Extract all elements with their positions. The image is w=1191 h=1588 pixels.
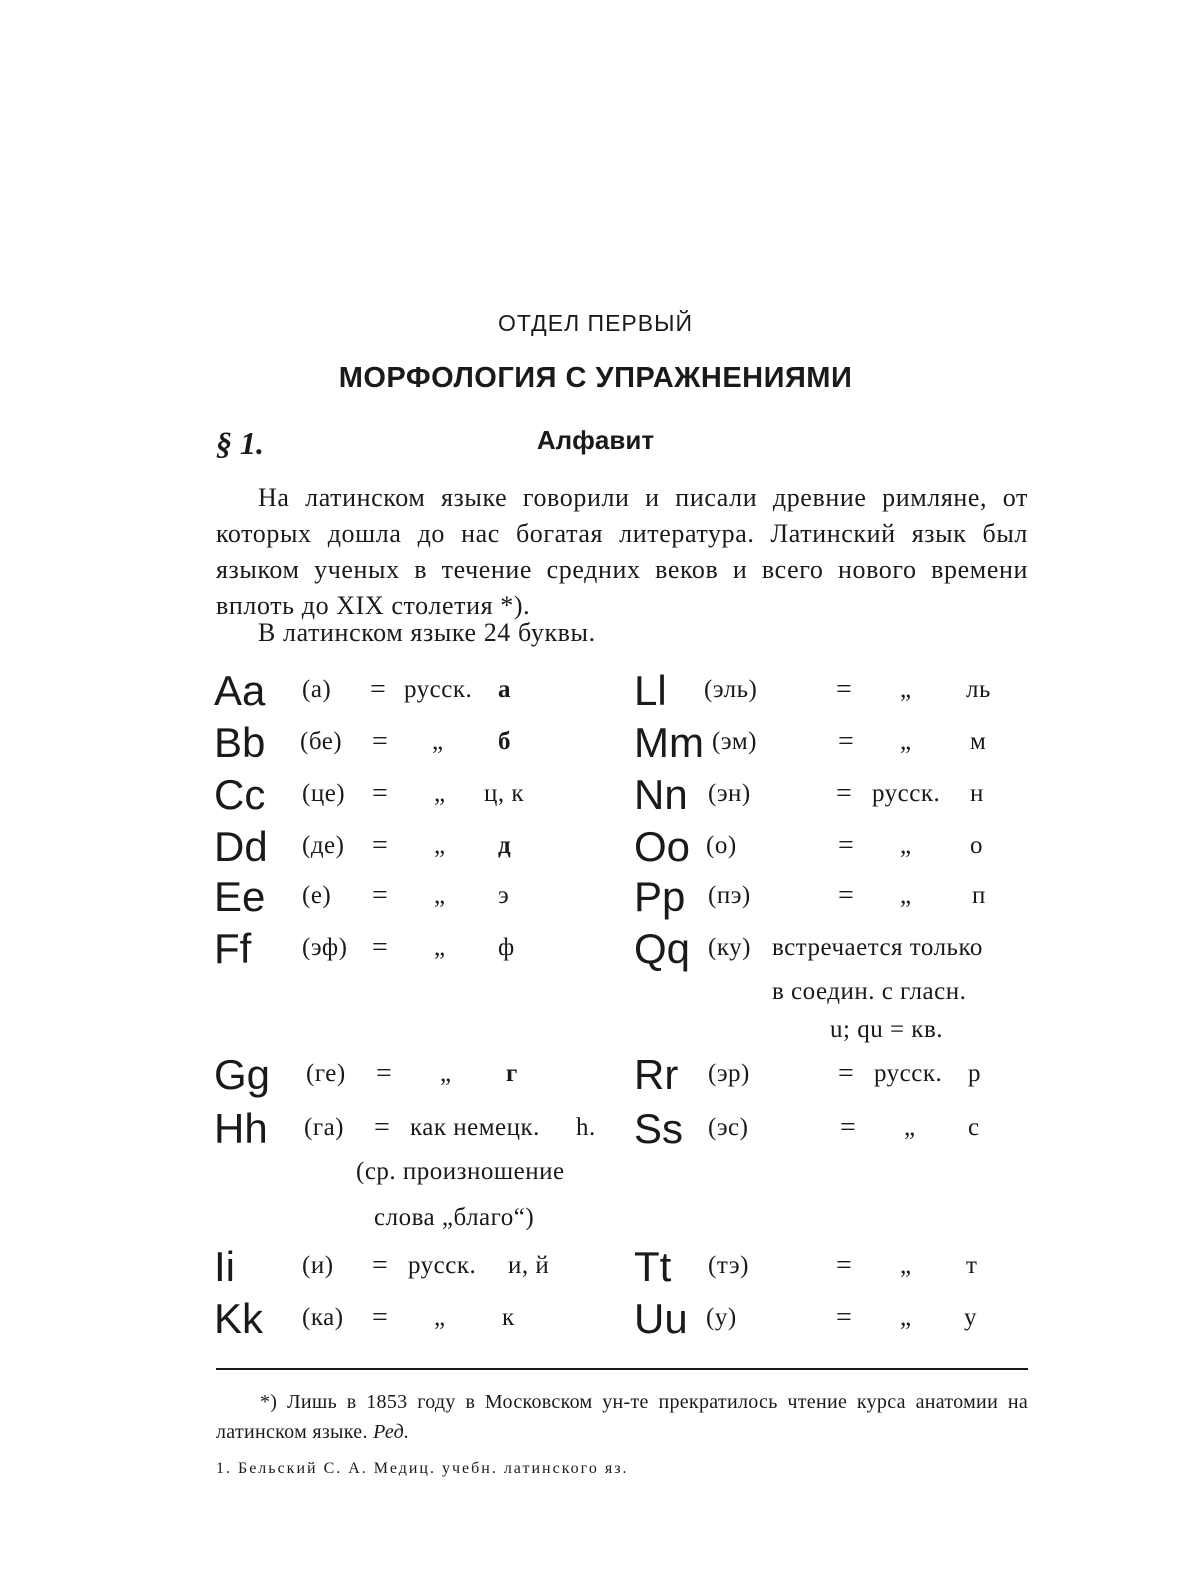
equals-sign: = [836,1250,853,1281]
letter-name: (ку) [708,934,751,961]
letter: Ii [214,1243,235,1290]
equals-sign: = [836,1302,853,1333]
letter-name: (эр) [708,1060,750,1087]
letter-name: (бе) [300,728,343,755]
letter: Oo [634,823,691,870]
equals-sign: = [838,880,855,911]
letter: Kk [214,1295,264,1342]
footnote-editor: Ред. [373,1421,410,1443]
sound: ль [966,676,991,703]
letter-name: (эн) [708,780,751,807]
ditto-mark: „ [434,1304,446,1331]
equals-sign: = [372,1302,389,1333]
ditto-mark: „ [900,676,912,703]
equals-sign: = [372,830,389,861]
ditto-mark: „ [434,832,446,859]
sound: н [970,780,984,807]
h-note-line2: слова „благо“) [374,1204,535,1231]
equals-sign: = [838,830,855,861]
sound: т [966,1252,978,1279]
russian-ref: русск. [872,780,941,807]
russian-ref: русск. [874,1060,943,1087]
ditto-mark: „ [434,882,446,909]
letter-name: (эм) [712,728,757,755]
letter: Pp [634,873,686,920]
letter: Dd [214,823,268,870]
sound: h. [576,1114,596,1141]
ditto-mark: „ [900,1252,912,1279]
intro-text: На латинском языке говорили и писали древние римляне, от которых дошла до нас богатая литература. Латинский язык был языком ученых в течение средних веков и всего нового времени вплоть до XIX столетия *). [216,483,1028,620]
sound: р [968,1060,981,1087]
page-signature: 1. Бельский С. А. Медиц. учебн. латинского яз. [216,1460,629,1477]
equals-sign: = [840,1112,857,1143]
letter-name: (де) [302,832,345,859]
sound: ф [498,934,515,961]
equals-sign: = [374,1112,391,1143]
q-note-line3: u; qu = кв. [830,1016,943,1043]
letter-name: (эф) [302,934,348,961]
letter-name: (эль) [704,676,758,703]
letter: Qq [634,925,691,972]
letter-name: (ге) [306,1060,346,1087]
equals-sign: = [370,674,387,705]
letter: Aa [214,667,266,714]
sound: э [498,882,510,909]
letter: Ll [634,667,667,714]
letter: Nn [634,771,688,818]
q-note-line1: встречается только [772,934,983,961]
letter-name: (эс) [708,1114,749,1141]
equals-sign: = [372,778,389,809]
part-title: МОРФОЛОГИЯ С УПРАЖНЕНИЯМИ [338,362,853,394]
footnote [216,1387,1028,1447]
ditto-mark: „ [900,882,912,909]
sound: о [970,832,983,859]
ditto-mark: „ [434,934,446,961]
letter: Cc [214,771,266,818]
equals-sign: = [372,726,389,757]
letter-name: (ка) [302,1304,344,1331]
sound: д [498,832,512,859]
letter-name: (тэ) [708,1252,749,1279]
equals-sign: = [372,880,389,911]
equals-sign: = [838,1058,855,1089]
sound: с [968,1114,980,1141]
letter: Ee [214,873,266,920]
equals-sign: = [836,778,853,809]
ditto-mark: „ [904,1114,916,1141]
russian-ref: как немецк. [410,1114,540,1141]
equals-sign: = [372,1250,389,1281]
section-label: ОТДЕЛ ПЕРВЫЙ [497,310,694,336]
letter-name: (у) [706,1304,737,1331]
sound: у [964,1304,977,1331]
sound: к [502,1304,515,1331]
sound: г [506,1060,518,1087]
equals-sign: = [836,674,853,705]
letter-name: (и) [302,1252,334,1279]
equals-sign: = [376,1058,393,1089]
letter-name: (а) [302,676,332,703]
letter: Hh [214,1105,268,1152]
ditto-mark: „ [432,728,444,755]
h-note-line1: (ср. произношение [356,1158,565,1185]
sound: п [972,882,986,909]
intro-paragraph [216,480,1028,624]
footnote-divider [216,1368,1028,1370]
russian-ref: русск. [408,1252,477,1279]
sound: м [970,728,987,755]
letter-name: (е) [302,882,332,909]
letter: Gg [214,1051,271,1098]
letter: Ss [634,1105,684,1152]
ditto-mark: „ [900,728,912,755]
ditto-mark: „ [440,1060,452,1087]
letter: Rr [634,1051,679,1098]
ditto-mark: „ [900,832,912,859]
letter-name: (пэ) [708,882,751,909]
ditto-mark: „ [900,1304,912,1331]
ditto-mark: „ [434,780,446,807]
q-note-line2: в соедин. с гласн. [772,978,967,1005]
sound: ц, к [484,780,525,807]
letter: Bb [214,719,266,766]
letters-count-line: В латинском языке 24 буквы. [258,618,596,647]
letter: Tt [634,1243,672,1290]
paragraph-title: Алфавит [536,425,655,455]
russian-ref: русск. [404,676,473,703]
letter: Ff [214,925,252,972]
footnote-text: *) Лишь в 1853 году в Московском ун-те прекратилось чтение курса анатомии на латинском языке. [216,1391,1028,1443]
letter: Mm [634,719,704,766]
sound: и, й [508,1252,550,1279]
sound: б [498,728,511,755]
letter-name: (га) [304,1114,345,1141]
equals-sign: = [372,932,389,963]
sound: а [498,676,511,703]
letter-name: (це) [302,780,346,807]
letter: Uu [634,1295,688,1342]
equals-sign: = [838,726,855,757]
paragraph-number: § 1. [216,425,264,461]
letter-name: (о) [706,832,737,859]
